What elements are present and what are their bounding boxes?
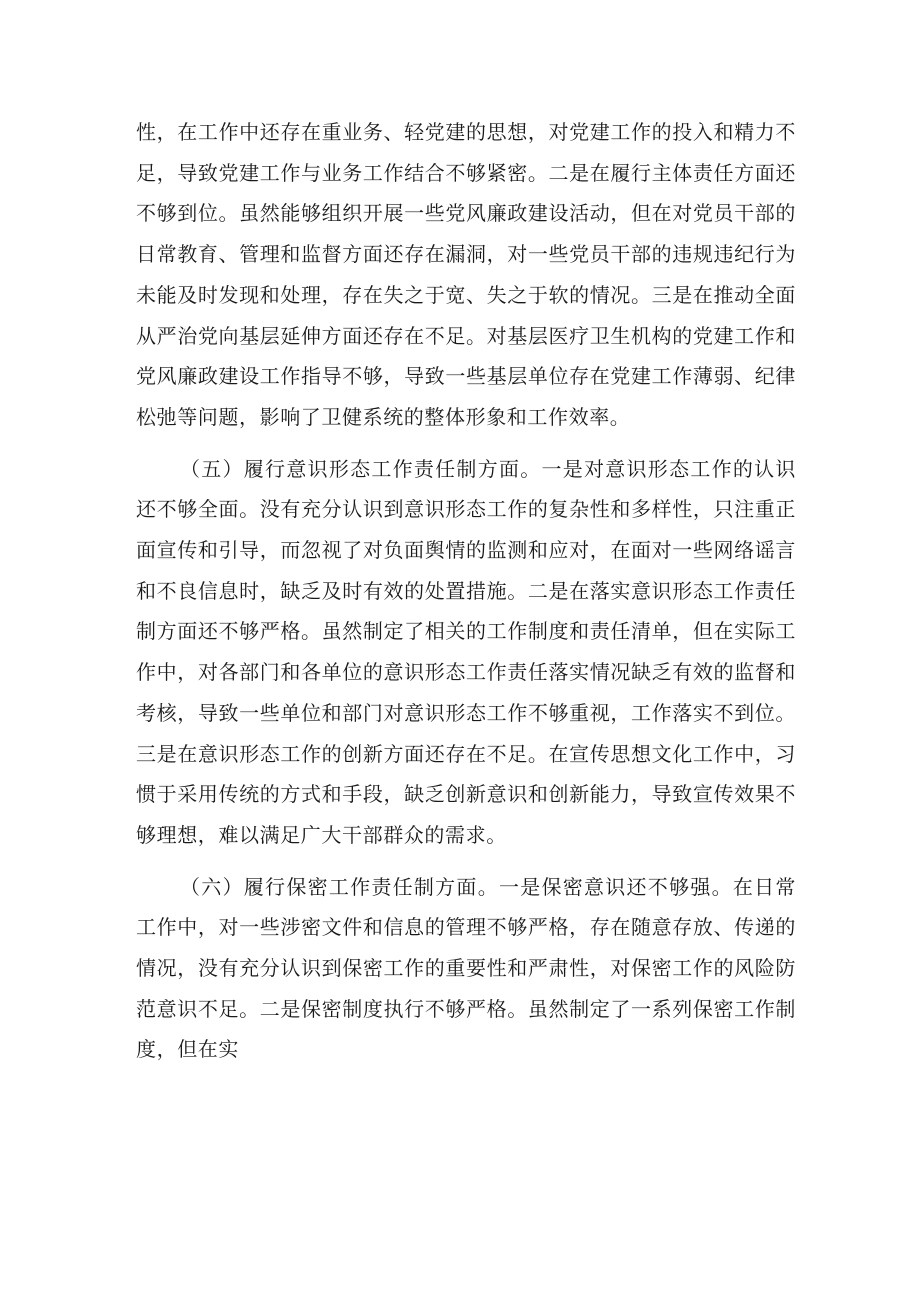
paragraph-continued: 性，在工作中还存在重业务、轻党建的思想，对党建工作的投入和精力不足，导致党建工作与业务工作结合不够紧密。二是在履行主体责任方面还不够到位。虽然能够组织开展一些党风廉政建设活动，但在对党员干部的日常教育、管理和监督方面还存在漏洞，对一些党员干部的违规违纪行为未能及时发现和处理，存在失之于宽、失之于软的情况。三是在推动全面从严治党向基层延伸方面还存在不足。对基层医疗卫生机构的党建工作和党风廉政建设工作指导不够，导致一些基层单位存在党建工作薄弱、纪律松弛等问题，影响了卫健系统的整体形象和工作效率。 <box>136 120 796 429</box>
paragraph-section-5: （五）履行意识形态工作责任制方面。一是对意识形态工作的认识还不够全面。没有充分认识到意识形态工作的复杂性和多样性，只注重正面宣传和引导，而忽视了对负面舆情的监测和应对，在面对一些网络谣言和不良信息时，缺乏及时有效的处置措施。二是在落实意识形态工作责任制方面还不够严格。虽然制定了相关的工作制度和责任清单，但在实际工作中，对各部门和各单位的意识形态工作责任落实情况缺乏有效的监督和考核，导致一些单位和部门对意识形态工作不够重视，工作落实不到位。三是在意识形态工作的创新方面还存在不足。在宣传思想文化工作中，习惯于采用传统的方式和手段，缺乏创新意识和创新能力，导致宣传效果不够理想，难以满足广大干部群众的需求。 <box>136 456 796 847</box>
document-body <box>136 112 796 1070</box>
paragraph-section-6: （六）履行保密工作责任制方面。一是保密意识还不够强。在日常工作中，对一些涉密文件和信息的管理不够严格，存在随意存放、传递的情况，没有充分认识到保密工作的重要性和严肃性，对保密工作的风险防范意识不足。二是保密制度执行不够严格。虽然制定了一系列保密工作制度，但在实 <box>136 874 796 1062</box>
